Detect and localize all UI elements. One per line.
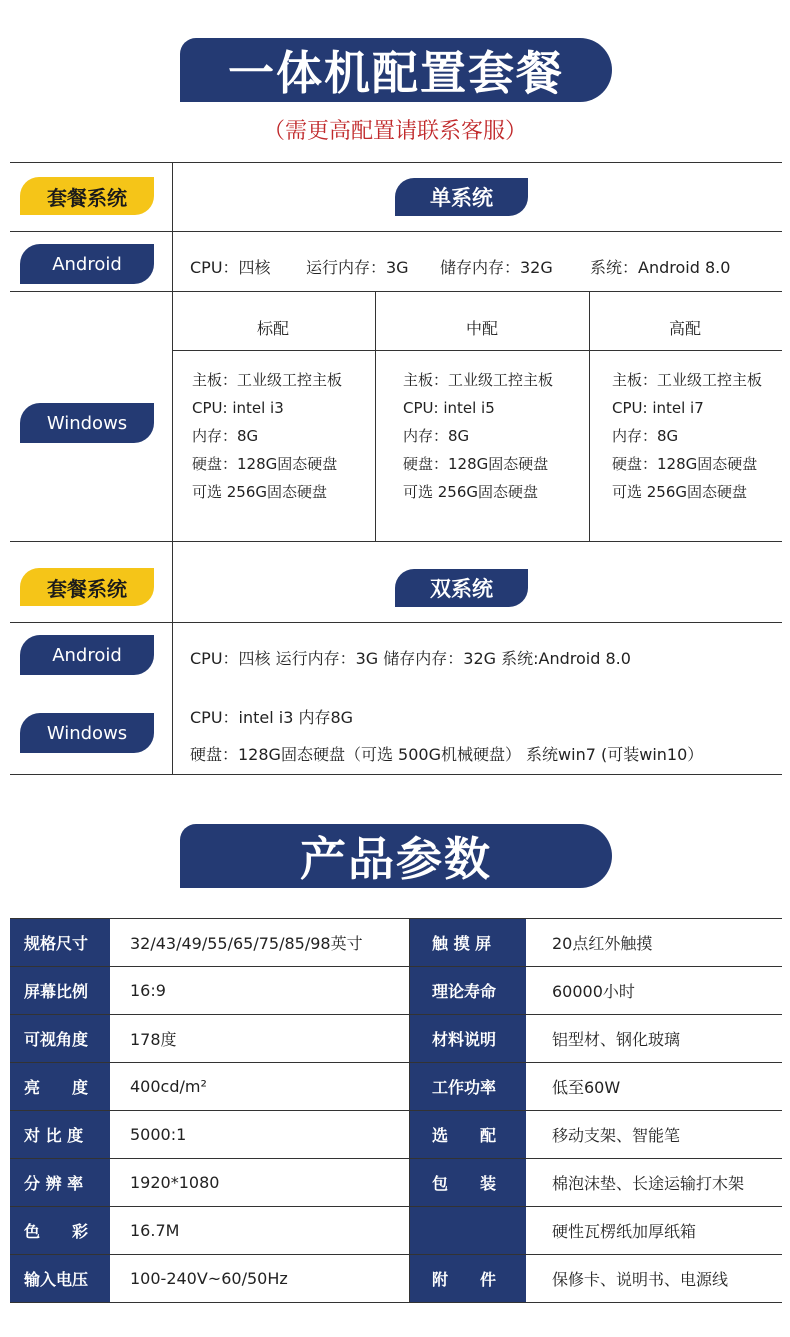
param-label: 屏幕比例 xyxy=(10,967,110,1014)
param-label: 可视角度 xyxy=(10,1015,110,1062)
tier-standard-heading: 标配 xyxy=(256,319,289,338)
divider xyxy=(10,162,782,163)
param-value: 棉泡沫垫、长途运输打木架 xyxy=(552,1174,745,1193)
param-label: 色 彩 xyxy=(10,1207,110,1254)
param-row xyxy=(10,1063,782,1111)
divider xyxy=(375,291,376,541)
param-row xyxy=(10,1159,782,1207)
param-row xyxy=(10,1255,782,1303)
tier-high-heading: 高配 xyxy=(668,319,701,338)
param-row xyxy=(10,1015,782,1063)
spec-line: 可选 256G固态硬盘 xyxy=(192,483,328,501)
divider xyxy=(10,622,782,623)
param-label: 触 摸 屏 xyxy=(410,919,526,966)
dual-windows-storage-os: 硬盘：128G固态硬盘（可选 500G机械硬盘） 系统win7 (可装win10） xyxy=(190,745,704,764)
spec-line: 内存：8G xyxy=(403,427,470,445)
windows-label: Windows xyxy=(20,403,154,443)
param-row xyxy=(10,1207,782,1255)
windows-label: Windows xyxy=(20,713,154,753)
param-label: 选 配 xyxy=(410,1111,526,1158)
product-params-table xyxy=(10,918,782,1303)
android-os: 系统：Android 8.0 xyxy=(590,258,731,277)
param-value: 100-240V~60/50Hz xyxy=(110,1255,410,1302)
spec-line: CPU: intel i5 xyxy=(403,399,495,417)
param-value: 16:9 xyxy=(110,967,410,1014)
param-label: 亮 度 xyxy=(10,1063,110,1110)
param-label xyxy=(410,1207,526,1254)
spec-line: 内存：8G xyxy=(612,427,679,445)
param-label: 工作功率 xyxy=(410,1063,526,1110)
config-package-title: 一体机配置套餐 xyxy=(180,38,612,102)
spec-line: 主板：工业级工控主板 xyxy=(192,371,343,389)
param-row xyxy=(10,1111,782,1159)
param-value: 低至60W xyxy=(552,1078,621,1097)
param-row xyxy=(10,967,782,1015)
spec-line: CPU: intel i3 xyxy=(192,399,284,417)
param-value: 60000小时 xyxy=(552,982,635,1001)
param-label: 附 件 xyxy=(410,1255,526,1302)
android-label: Android xyxy=(20,635,154,675)
param-value: 硬性瓦楞纸加厚纸箱 xyxy=(552,1222,697,1241)
product-params-title: 产品参数 xyxy=(180,824,612,888)
param-value: 1920*1080 xyxy=(110,1159,410,1206)
subtitle-contact-service: （需更高配置请联系客服） xyxy=(262,119,527,144)
param-label: 材料说明 xyxy=(410,1015,526,1062)
android-storage: 储存内存：32G xyxy=(440,258,553,277)
param-value: 400cd/m² xyxy=(110,1063,410,1110)
param-label: 规格尺寸 xyxy=(10,919,110,966)
tier-high-specs xyxy=(612,366,762,506)
package-system-label: 套餐系统 xyxy=(20,568,154,606)
param-value: 20点红外触摸 xyxy=(552,934,653,953)
spec-line: 硬盘：128G固态硬盘 xyxy=(612,455,758,473)
dual-android-specs: CPU：四核 运行内存：3G 储存内存：32G 系统:Android 8.0 xyxy=(190,649,631,668)
divider xyxy=(172,162,173,541)
spec-line: 主板：工业级工控主板 xyxy=(612,371,763,389)
param-label: 对 比 度 xyxy=(10,1111,110,1158)
spec-line: 内存：8G xyxy=(192,427,259,445)
spec-line: 可选 256G固态硬盘 xyxy=(612,483,748,501)
tier-standard-specs xyxy=(192,366,342,506)
spec-line: 主板：工业级工控主板 xyxy=(403,371,554,389)
param-value: 保修卡、说明书、电源线 xyxy=(552,1270,729,1289)
divider xyxy=(172,541,173,774)
divider xyxy=(10,774,782,775)
divider xyxy=(10,291,782,292)
param-label: 输入电压 xyxy=(10,1255,110,1302)
dual-windows-cpu-ram: CPU：intel i3 内存8G xyxy=(190,708,354,727)
param-label: 包 装 xyxy=(410,1159,526,1206)
android-ram: 运行内存：3G xyxy=(306,258,409,277)
dual-system-label: 双系统 xyxy=(395,569,528,607)
tier-mid-heading: 中配 xyxy=(465,319,498,338)
spec-line: 硬盘：128G固态硬盘 xyxy=(403,455,549,473)
package-system-label: 套餐系统 xyxy=(20,177,154,215)
android-label: Android xyxy=(20,244,154,284)
spec-line: CPU: intel i7 xyxy=(612,399,704,417)
divider xyxy=(10,231,782,232)
param-value: 移动支架、智能笔 xyxy=(552,1126,681,1145)
param-value: 32/43/49/55/65/75/85/98英寸 xyxy=(110,919,410,966)
tier-mid-specs xyxy=(403,366,553,506)
param-value: 5000:1 xyxy=(110,1111,410,1158)
single-system-label: 单系统 xyxy=(395,178,528,216)
param-value: 铝型材、钢化玻璃 xyxy=(552,1030,681,1049)
param-value: 178度 xyxy=(110,1015,410,1062)
spec-line: 硬盘：128G固态硬盘 xyxy=(192,455,338,473)
param-value: 16.7M xyxy=(110,1207,410,1254)
android-cpu: CPU：四核 xyxy=(190,258,271,277)
param-row xyxy=(10,919,782,967)
divider xyxy=(10,541,782,542)
param-label: 分 辨 率 xyxy=(10,1159,110,1206)
spec-line: 可选 256G固态硬盘 xyxy=(403,483,539,501)
param-label: 理论寿命 xyxy=(410,967,526,1014)
divider xyxy=(172,350,782,351)
